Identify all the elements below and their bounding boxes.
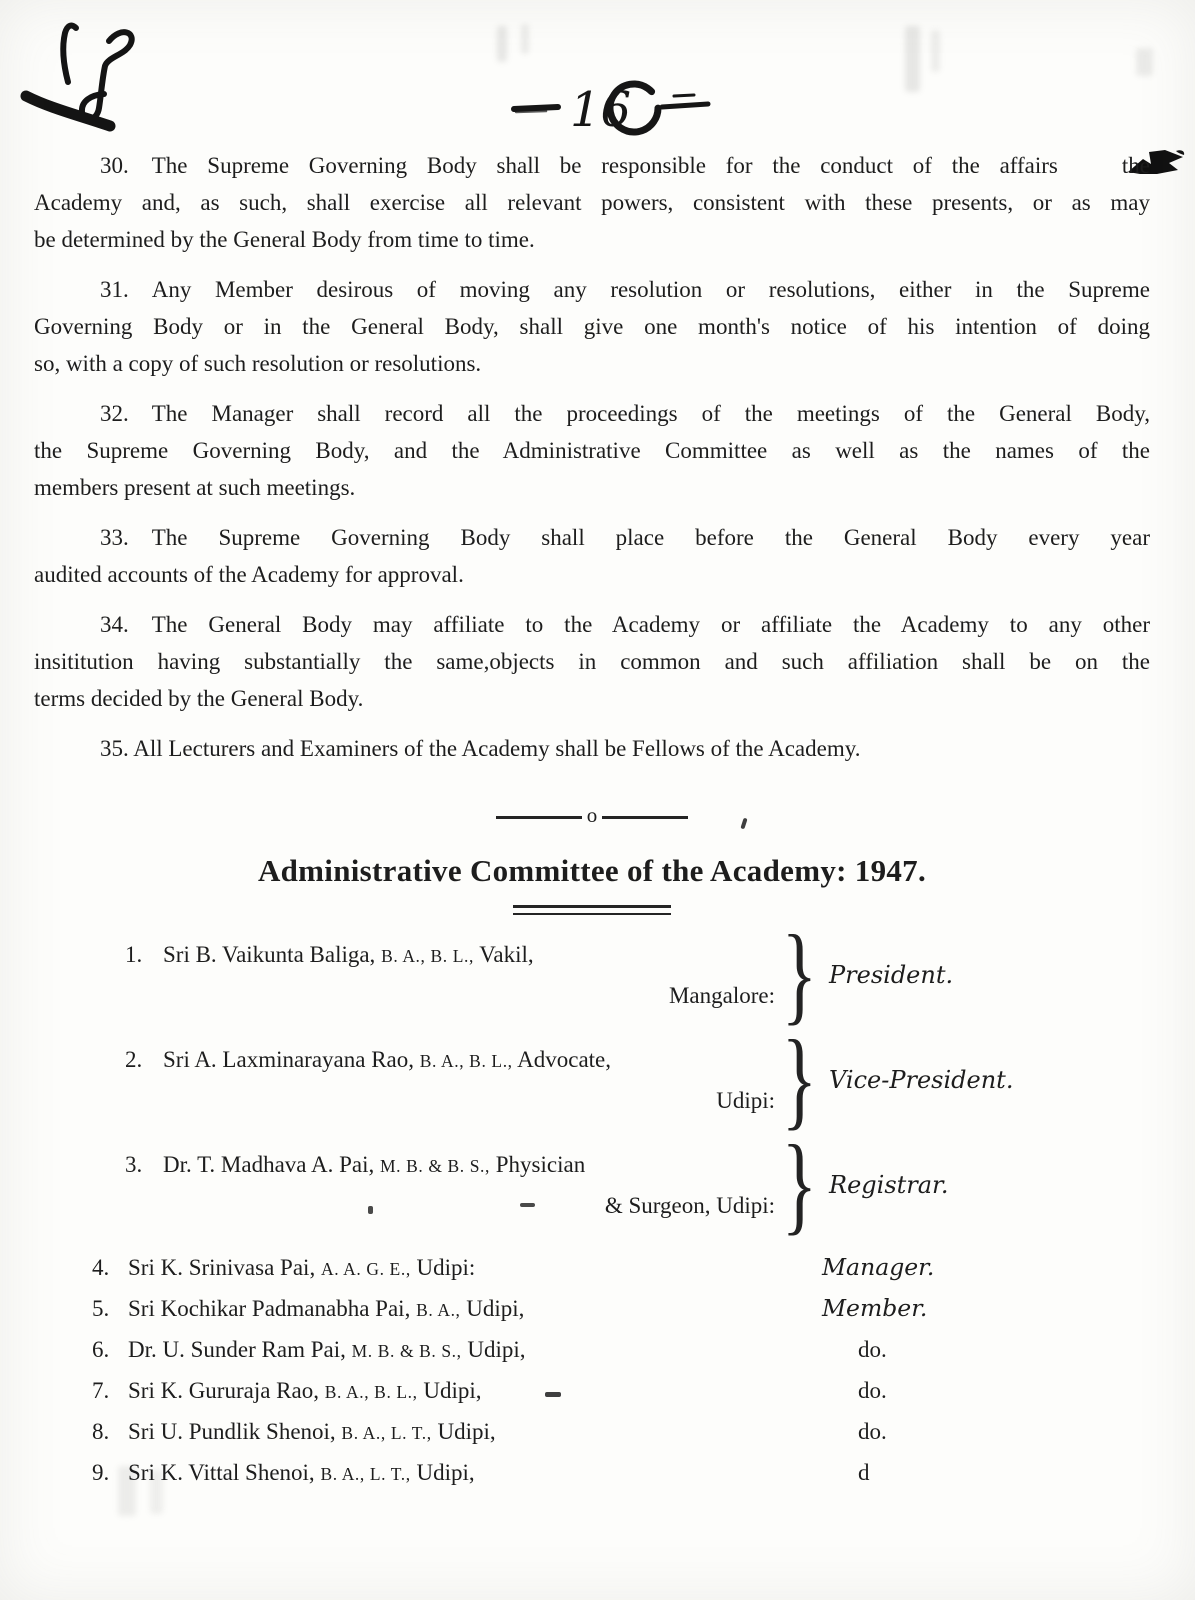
committee-row — [34, 1453, 1150, 1494]
section-divider — [496, 803, 688, 828]
member-place: Udipi: — [716, 1087, 775, 1113]
member-line1 — [125, 1145, 775, 1186]
committee-row — [34, 1289, 1150, 1330]
member-role: do. — [858, 1337, 887, 1362]
member-place: Udipi, — [416, 1460, 475, 1485]
divider-line — [496, 816, 582, 819]
member-place: Udipi, — [437, 1419, 496, 1444]
member-role: do. — [858, 1378, 887, 1403]
member-entry — [34, 935, 775, 1016]
member-line1 — [125, 935, 775, 976]
member-title: Advocate, — [517, 1046, 612, 1072]
scan-smudge — [497, 26, 507, 62]
page-number — [500, 68, 720, 146]
member-place: Udipi, — [423, 1378, 482, 1403]
text-line: Academy and, as such, shall exercise all relevant powers, consistent with these presents, or as may — [34, 190, 1150, 215]
member-number: 1. — [125, 941, 143, 967]
member-role: Registrar. — [829, 1170, 949, 1199]
member-number: 5. — [92, 1296, 110, 1321]
member-name: Dr. U. Sunder Ram Pai, — [128, 1337, 346, 1362]
member-role: do. — [858, 1419, 887, 1444]
member-entry — [92, 1453, 822, 1494]
member-entry — [92, 1371, 822, 1412]
member-role: d — [858, 1460, 870, 1485]
member-entry — [34, 1145, 775, 1226]
member-entry — [34, 1040, 775, 1121]
committee-list — [34, 913, 1150, 1494]
member-number: 8. — [92, 1419, 110, 1444]
member-qualifications: M. B. & B. S., — [379, 1155, 491, 1176]
text-line: Governing Body or in the General Body, shall give one month's notice of his intention of doing — [34, 314, 1150, 339]
page-number-right-dash — [662, 104, 708, 107]
member-number: 2. — [125, 1046, 143, 1072]
text-line: so, with a copy of such resolution or resolutions. — [34, 351, 482, 376]
member-role: Manager. — [822, 1253, 935, 1281]
member-name: Sri Kochikar Padmanabha Pai, — [128, 1296, 411, 1321]
member-number: 4. — [92, 1255, 110, 1280]
scan-smudge — [905, 26, 920, 92]
divider-line — [602, 816, 688, 819]
committee-row — [34, 1330, 1150, 1371]
clause-30-text: the — [1121, 153, 1150, 178]
scan-smudge — [521, 24, 529, 54]
section-title: Administrative Committee of the Academy: 1947. — [257, 853, 927, 888]
member-entry — [92, 1412, 822, 1453]
clause-30-text: 30. The Supreme Governing Body shall be responsible for the conduct of the affairs — [100, 153, 1058, 178]
handwritten-scribble-icon — [12, 8, 262, 143]
clause-33 — [34, 519, 1150, 593]
member-qualifications: M. B. & B. S., — [351, 1341, 462, 1361]
member-role: President. — [829, 960, 954, 989]
committee-row — [34, 1018, 1150, 1141]
member-qualifications: A. A. G. E., — [320, 1259, 411, 1279]
member-name: Sri K. Gururaja Rao, — [128, 1378, 319, 1403]
member-number: 6. — [92, 1337, 110, 1362]
brace-icon: } — [781, 1018, 817, 1141]
clause-34 — [34, 606, 1150, 717]
member-role: Vice-President. — [829, 1065, 1014, 1094]
document-body — [34, 147, 1150, 1494]
member-role: Member. — [822, 1294, 928, 1322]
committee-row — [34, 1371, 1150, 1412]
text-line: 34. The General Body may affiliate to the Academy or affiliate the Academy to any other — [100, 612, 1150, 637]
text-line: terms decided by the General Body. — [34, 686, 364, 711]
text-line — [34, 147, 1150, 184]
committee-row — [34, 1248, 1150, 1289]
text-line: members present at such meetings. — [34, 475, 356, 500]
member-qualifications: B. A., B. L., — [324, 1382, 418, 1402]
clause-31 — [34, 271, 1150, 382]
member-number: 7. — [92, 1378, 110, 1403]
member-number: 9. — [92, 1460, 110, 1485]
member-name: Sri U. Pundlik Shenoi, — [128, 1419, 336, 1444]
member-place: Mangalore: — [668, 982, 775, 1008]
member-line1 — [125, 1040, 775, 1081]
member-name: Sri K. Vittal Shenoi, — [128, 1460, 315, 1485]
member-place: Udipi: — [416, 1255, 476, 1280]
committee-row — [34, 913, 1150, 1036]
member-title: Physician — [495, 1151, 586, 1177]
member-name: Sri A. Laxminarayana Rao, — [163, 1046, 415, 1072]
text-line: 33. The Supreme Governing Body shall place before the General Body every year — [100, 525, 1150, 550]
brace-icon: } — [781, 1123, 817, 1246]
text-line: insititution having substantially the same,objects in common and such affiliation shall be on the — [34, 649, 1150, 674]
text-line: 32. The Manager shall record all the proceedings of the meetings of the General Body, — [100, 401, 1150, 426]
member-place: & Surgeon, Udipi: — [604, 1192, 775, 1218]
member-entry — [92, 1248, 822, 1289]
member-name: Dr. T. Madhava A. Pai, — [163, 1151, 375, 1177]
member-qualifications: B. A., L. T., — [341, 1423, 432, 1443]
clause-32 — [34, 395, 1150, 506]
title-double-rule — [513, 905, 671, 915]
member-place: Udipi, — [466, 1296, 525, 1321]
member-entry — [92, 1289, 822, 1330]
member-qualifications: B. A., — [416, 1300, 461, 1320]
member-qualifications: B. A., B. L., — [381, 945, 474, 966]
ink-blot-icon — [1060, 149, 1120, 177]
text-line: 31. Any Member desirous of moving any resolution or resolutions, either in the Supreme — [100, 277, 1150, 302]
text-line: be determined by the General Body from time to time. — [34, 227, 535, 252]
scan-smudge — [931, 30, 940, 72]
member-title: Vakil, — [479, 941, 534, 967]
text-line: audited accounts of the Academy for approval. — [34, 562, 464, 587]
clause-35 — [34, 730, 1150, 767]
committee-row — [34, 1123, 1150, 1246]
text-line: the Supreme Governing Body, and the Administrative Committee as well as the names of the — [34, 438, 1150, 463]
member-entry — [92, 1330, 822, 1371]
member-number: 3. — [125, 1151, 143, 1177]
member-qualifications: B. A., L. T., — [320, 1464, 411, 1484]
member-qualifications: B. A., B. L., — [419, 1050, 513, 1071]
page-number-left-dash — [514, 107, 558, 109]
brace-icon: } — [781, 913, 817, 1036]
member-place: Udipi, — [467, 1337, 526, 1362]
scan-smudge — [1136, 48, 1153, 76]
divider-o: o — [586, 803, 598, 827]
page-number-text: 16 — [570, 82, 632, 138]
member-name: Sri K. Srinivasa Pai, — [128, 1255, 316, 1280]
member-name: Sri B. Vaikunta Baliga, — [163, 941, 376, 967]
committee-row — [34, 1412, 1150, 1453]
text-line: 35. All Lecturers and Examiners of the Academy shall be Fellows of the Academy. — [100, 736, 861, 761]
clause-30 — [34, 147, 1150, 258]
